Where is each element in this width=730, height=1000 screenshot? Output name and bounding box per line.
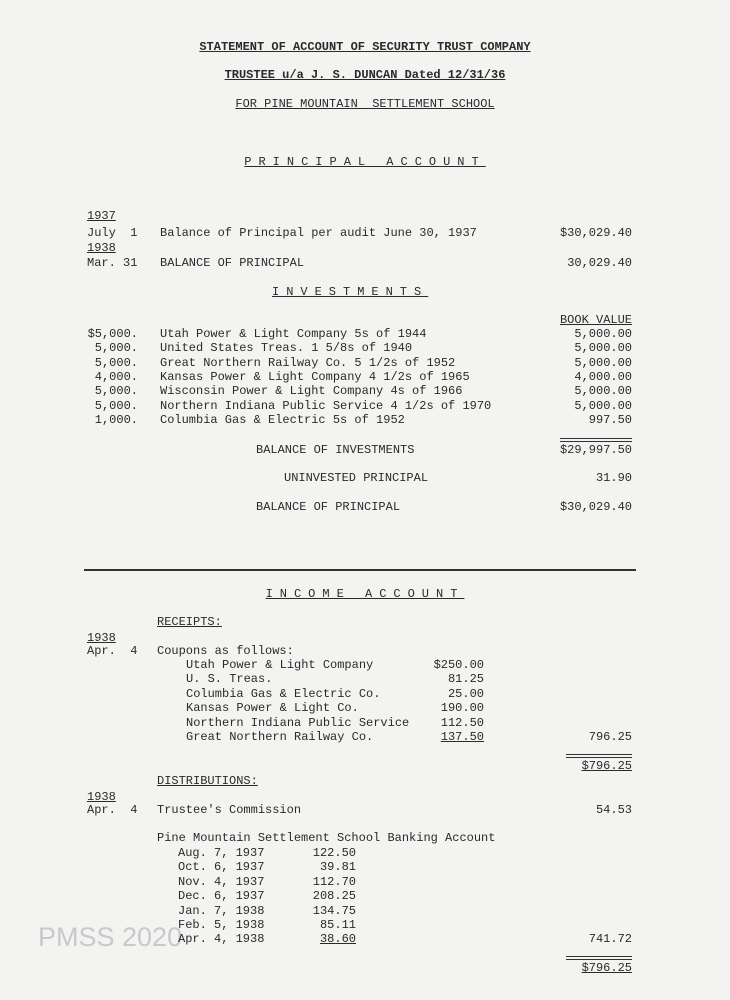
- investments-heading: INVESTMENTS: [272, 285, 429, 299]
- banking-date: Oct. 6, 1937: [178, 860, 265, 875]
- trustee-line: TRUSTEE u/a J. S. DUNCAN Dated 12/31/36: [224, 68, 506, 82]
- banking-amount: 85.11: [319, 918, 356, 932]
- investment-par: 5,000.: [94, 398, 138, 413]
- coupons-label: Coupons as follows:: [157, 644, 294, 658]
- statement-title: STATEMENT OF ACCOUNT OF SECURITY TRUST COMPANY: [199, 40, 531, 54]
- book-value-header: BOOK VALUE: [559, 313, 632, 327]
- banking-date: Feb. 5, 1938: [178, 918, 265, 932]
- banking-date: Nov. 4, 1937: [178, 874, 265, 889]
- banking-date: Dec. 6, 1937: [178, 889, 265, 904]
- entry-amount: $30,029.40: [559, 226, 632, 240]
- banking-amount: 122.50: [312, 846, 356, 860]
- receipts-year: 1938: [87, 631, 116, 645]
- uninvested-label: UNINVESTED PRINCIPAL: [284, 471, 429, 485]
- investment-par: 5,000.: [94, 341, 138, 356]
- investment-par: 5,000.: [94, 355, 138, 370]
- banking-amount: 134.75: [312, 903, 356, 918]
- investment-par: 4,000.: [94, 369, 138, 384]
- investment-desc: Utah Power & Light Company 5s of 1944: [160, 327, 427, 341]
- balance-investments-label: BALANCE OF INVESTMENTS: [256, 443, 415, 457]
- investment-desc: Great Northern Railway Co. 5 1/2s of 1952: [160, 355, 456, 370]
- investment-book-value: 4,000.00: [574, 369, 632, 384]
- principal-account-heading: PRINCIPAL ACCOUNT: [244, 155, 486, 169]
- investment-desc: Columbia Gas & Electric 5s of 1952: [160, 412, 405, 427]
- investment-par: $5,000.: [87, 327, 138, 341]
- receipts-heading: RECEIPTS:: [157, 615, 222, 629]
- entry-date: July 1: [87, 226, 138, 240]
- coupon-desc: U. S. Treas.: [186, 672, 273, 687]
- balance-principal-value: $30,029.40: [559, 500, 632, 514]
- sum-rule: [560, 438, 632, 442]
- distributions-heading: DISTRIBUTIONS:: [157, 774, 258, 788]
- entry-desc: BALANCE OF PRINCIPAL: [160, 256, 305, 270]
- investment-desc: Northern Indiana Public Service 4 1/2s of 1970: [160, 398, 492, 413]
- investment-book-value: 5,000.00: [574, 341, 632, 356]
- investment-desc: Wisconsin Power & Light Company 4s of 1966: [160, 384, 463, 399]
- coupon-desc: Columbia Gas & Electric Co.: [186, 686, 381, 701]
- section-divider: [84, 569, 636, 571]
- investment-desc: Kansas Power & Light Company 4 1/2s of 1965: [160, 369, 470, 384]
- investment-book-value: 5,000.00: [574, 327, 632, 341]
- banking-amount: 208.25: [312, 889, 356, 904]
- banking-date: Apr. 4, 1938: [178, 932, 265, 947]
- entry-amount: 30,029.40: [567, 256, 632, 270]
- school-line: FOR PINE MOUNTAIN SETTLEMENT SCHOOL: [235, 97, 495, 111]
- coupon-amount: 190.00: [440, 701, 484, 716]
- banking-date: Jan. 7, 1938: [178, 903, 265, 918]
- investment-book-value: 5,000.00: [574, 398, 632, 413]
- coupon-amount: 81.25: [447, 672, 484, 687]
- coupon-amount: 25.00: [447, 686, 484, 701]
- banking-subtotal: 741.72: [588, 932, 632, 946]
- banking-date: Aug. 7, 1937: [178, 846, 265, 860]
- commission-label: Trustee's Commission: [157, 803, 302, 817]
- coupon-desc: Kansas Power & Light Co.: [186, 701, 359, 716]
- balance-principal-label: BALANCE OF PRINCIPAL: [256, 500, 401, 514]
- investment-par: 5,000.: [94, 384, 138, 399]
- coupon-desc: Northern Indiana Public Service: [186, 715, 410, 730]
- investment-book-value: 5,000.00: [574, 384, 632, 399]
- dist-year: 1938: [87, 790, 116, 804]
- sum-rule: [566, 956, 632, 960]
- uninvested-value: 31.90: [595, 471, 632, 485]
- coupon-amount: 112.50: [440, 715, 484, 730]
- coupon-amount: $250.00: [433, 658, 484, 672]
- income-account-heading: INCOME ACCOUNT: [265, 587, 465, 601]
- investment-book-value: 997.50: [588, 412, 632, 427]
- commission-value: 54.53: [595, 803, 632, 817]
- balance-investments-value: $29,997.50: [559, 443, 632, 457]
- sum-rule: [566, 754, 632, 758]
- receipts-date: Apr. 4: [87, 644, 138, 658]
- banking-amount: 39.81: [319, 860, 356, 875]
- coupon-amount: 137.50: [440, 730, 484, 744]
- receipts-total: $796.25: [581, 759, 632, 773]
- distributions-total: $796.25: [581, 961, 632, 975]
- receipts-subtotal: 796.25: [588, 730, 632, 744]
- banking-amount: 38.60: [319, 932, 356, 947]
- entry-year: 1938: [87, 241, 116, 255]
- investment-desc: United States Treas. 1 5/8s of 1940: [160, 341, 413, 356]
- entry-date: Mar. 31: [87, 256, 138, 270]
- investment-par: 1,000.: [94, 412, 138, 427]
- dist-date: Apr. 4: [87, 803, 138, 817]
- watermark: PMSS 2020: [38, 922, 183, 952]
- banking-label: Pine Mountain Settlement School Banking Account: [157, 831, 496, 845]
- entry-desc: Balance of Principal per audit June 30, 1937: [160, 226, 477, 240]
- coupon-desc: Great Northern Railway Co.: [186, 730, 374, 744]
- banking-amount: 112.70: [312, 874, 356, 889]
- coupon-desc: Utah Power & Light Company: [186, 658, 374, 672]
- entry-year: 1937: [87, 209, 116, 223]
- investment-book-value: 5,000.00: [574, 355, 632, 370]
